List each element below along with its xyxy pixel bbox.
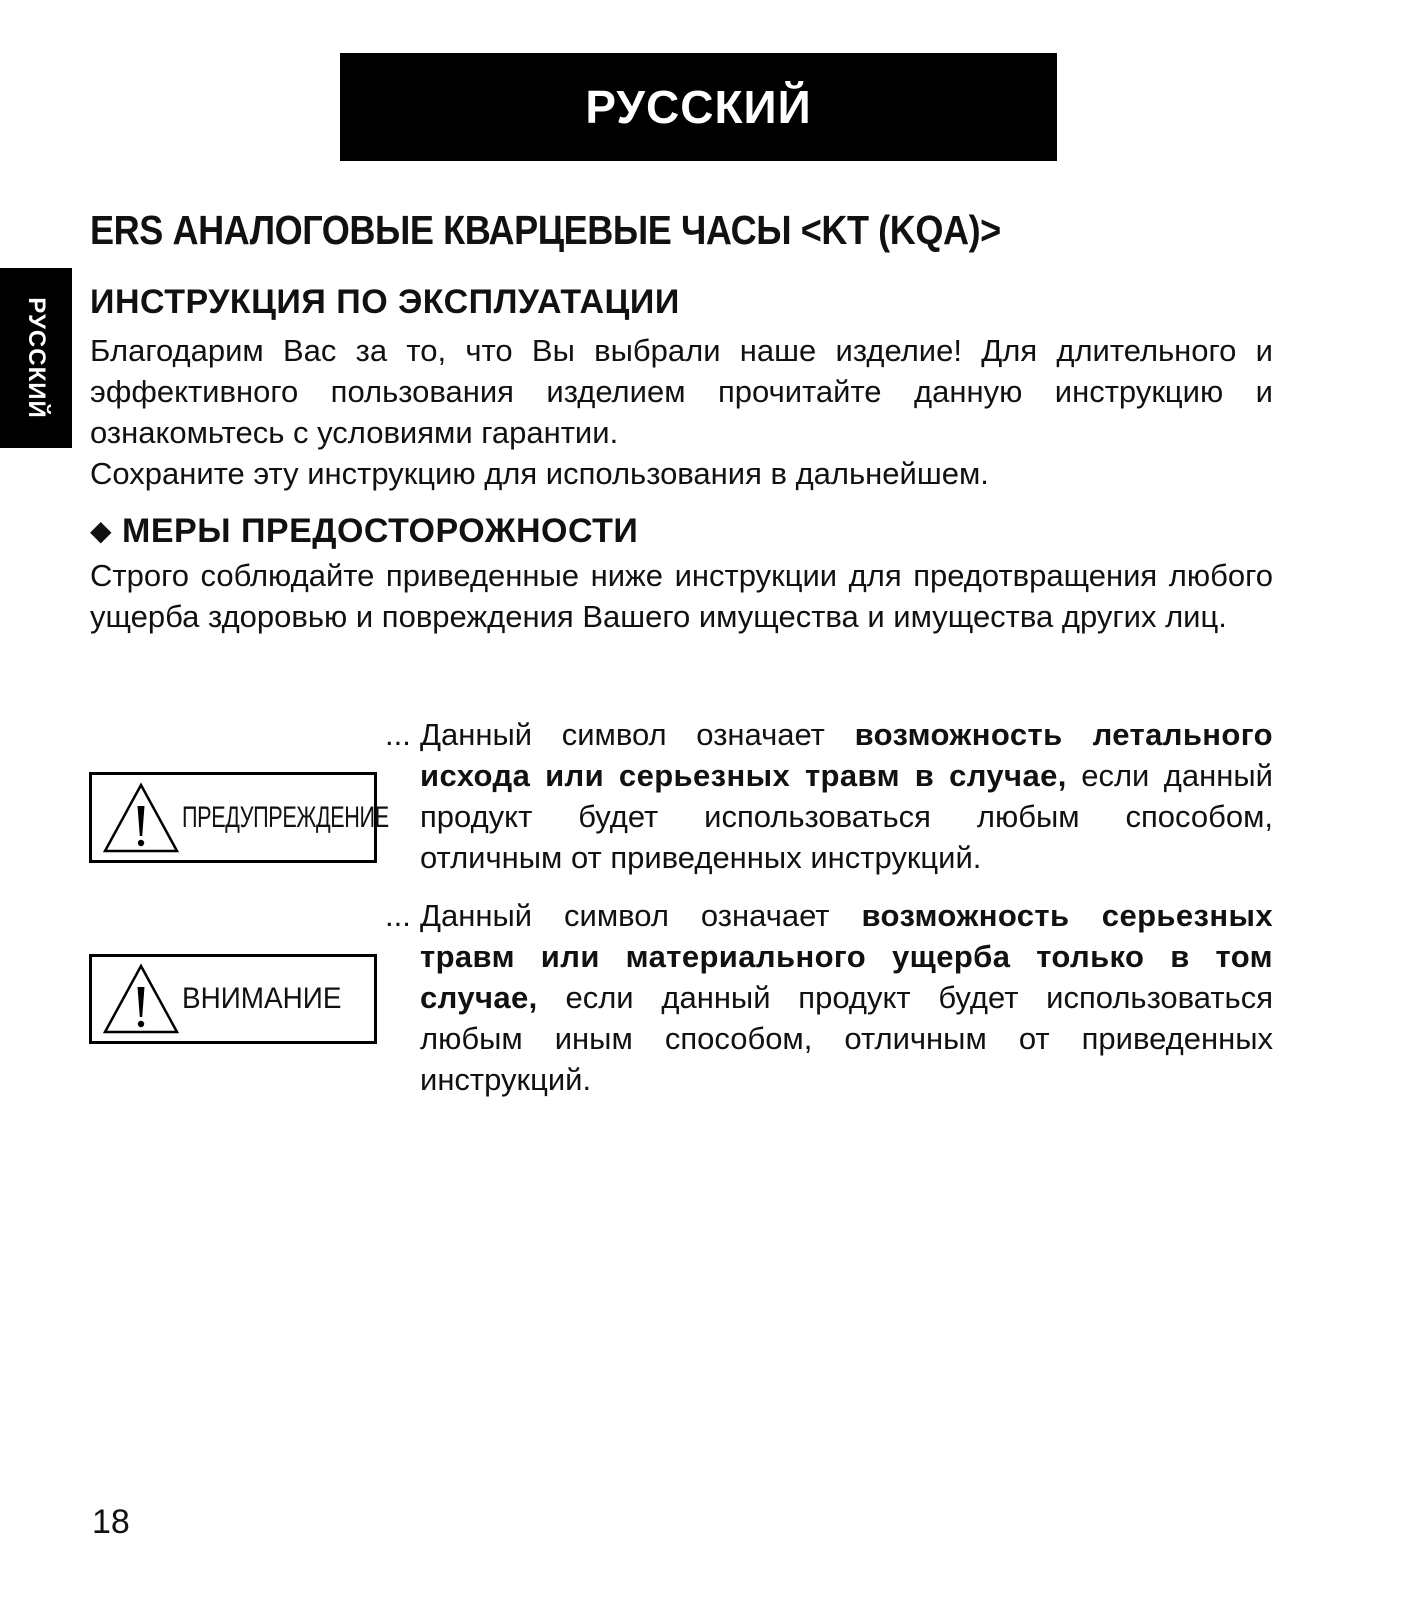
caution-prefix-dots: ... bbox=[385, 898, 411, 933]
precautions-heading bbox=[90, 512, 638, 551]
caution-description-bold: возможность серьезных травм или материального ущерба только в том случае, bbox=[420, 898, 1273, 1015]
document-title: ERS АНАЛОГОВЫЕ КВАРЦЕВЫЕ ЧАСЫ <KT (KQA)> bbox=[90, 207, 1001, 253]
page-number: 18 bbox=[92, 1503, 130, 1541]
side-language-tab-label: РУССКИЙ bbox=[23, 297, 50, 419]
precautions-heading-label: МЕРЫ ПРЕДОСТОРОЖНОСТИ bbox=[122, 512, 639, 550]
warning-triangle-icon bbox=[102, 782, 180, 854]
warning-symbol-box bbox=[89, 772, 389, 863]
warning-triangle-icon bbox=[102, 963, 180, 1035]
language-banner-label: РУССКИЙ bbox=[585, 81, 812, 133]
caution-description-end: если данный продукт будет использоваться любым иным способом, отличным от приведенных инструкций. bbox=[420, 980, 1273, 1097]
caution-description-start: Данный символ означает bbox=[420, 898, 830, 933]
instructions-text bbox=[90, 330, 1273, 494]
warning-symbol-label: ПРЕДУПРЕЖДЕНИЕ bbox=[182, 800, 389, 834]
warning-description bbox=[420, 714, 1273, 878]
caution-symbol-label: ВНИМАНИЕ bbox=[182, 982, 342, 1015]
instructions-paragraph-1: Благодарим Вас за то, что Вы выбрали наше изделие! Для длительного и эффективного пользования изделием прочитайте данную инструкцию и ознакомьтесь с условиями гарантии. bbox=[90, 333, 1273, 450]
language-banner bbox=[340, 53, 1057, 161]
caution-description bbox=[420, 895, 1273, 1100]
instructions-paragraph-2: Сохраните эту инструкцию для использования в дальнейшем. bbox=[90, 456, 989, 491]
side-language-tab bbox=[0, 268, 72, 448]
precautions-text: Строго соблюдайте приведенные ниже инструкции для предотвращения любого ущерба здоровью и повреждения Вашего имущества и имущества других лиц. bbox=[90, 558, 1273, 634]
warning-description-start: Данный символ означает bbox=[420, 717, 825, 752]
warning-prefix-dots: ... bbox=[385, 717, 411, 752]
instructions-heading: ИНСТРУКЦИЯ ПО ЭКСПЛУАТАЦИИ bbox=[90, 283, 680, 321]
warning-description-end: если данный продукт будет использоваться любым способом, отличным от приведенных инструкций. bbox=[420, 758, 1273, 875]
diamond-bullet-icon: ◆ bbox=[90, 515, 113, 546]
warning-description-bold: возможность летального исхода или серьезных травм в случае, bbox=[420, 717, 1273, 793]
caution-symbol-box bbox=[89, 954, 377, 1044]
